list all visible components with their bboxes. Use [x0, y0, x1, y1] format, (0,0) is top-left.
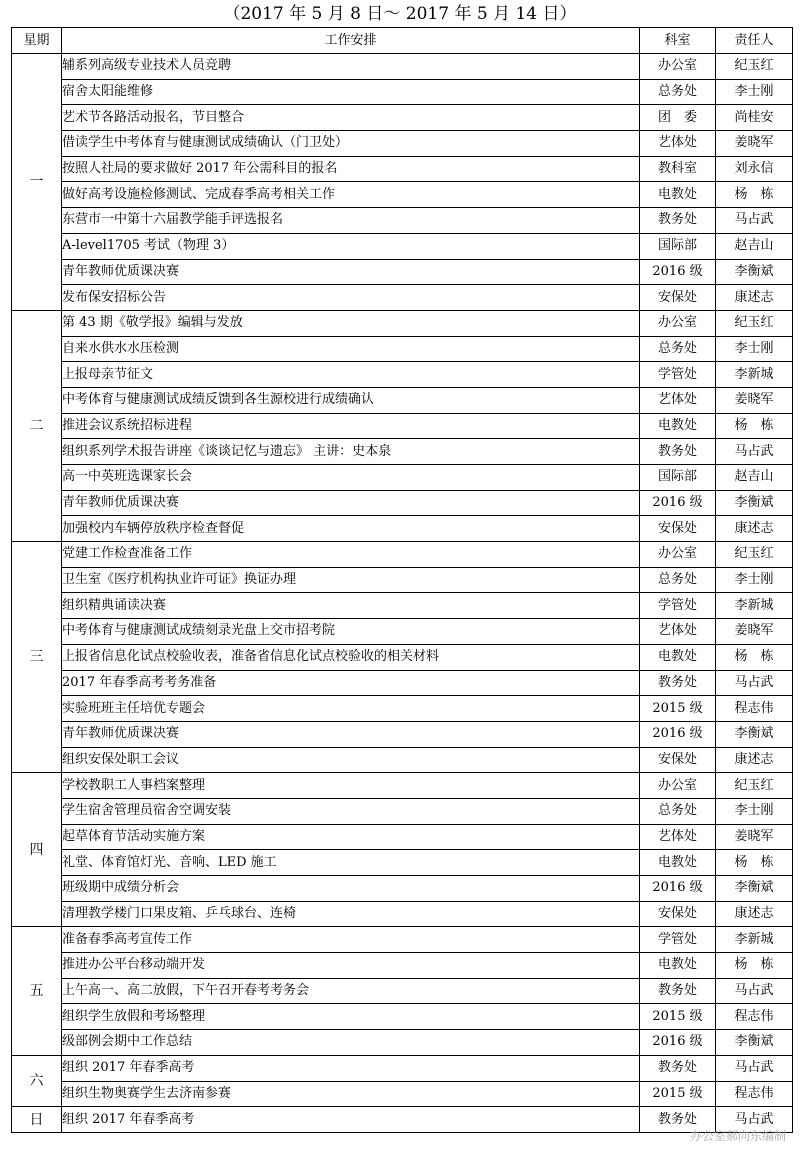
header-day: 星期: [12, 28, 62, 54]
person-cell: 纪玉红: [716, 310, 793, 336]
table-row: [12, 747, 793, 773]
task-cell: 礼堂、体育馆灯光、音响、LED 施工: [62, 850, 640, 876]
task-cell: 中考体育与健康测试成绩刻录光盘上交市招考院: [62, 619, 640, 645]
person-cell: 马占武: [716, 1107, 793, 1133]
dept-cell: 安保处: [640, 516, 716, 542]
task-cell: 辅系列高级专业技术人员竞聘: [62, 54, 640, 80]
weekday-cell: 三: [12, 542, 62, 773]
dept-cell: 2016 级: [640, 1030, 716, 1056]
compiler-credit: 办公室郝向东编制: [689, 1129, 786, 1143]
task-cell: 加强校内车辆停放秩序检查督促: [62, 516, 640, 542]
task-cell: 东营市一中第十六届教学能手评选报名: [62, 208, 640, 234]
person-cell: 杨 栋: [716, 644, 793, 670]
task-cell: 第 43 期《敬学报》编辑与发放: [62, 310, 640, 336]
table-row: [12, 824, 793, 850]
person-cell: 尚桂安: [716, 105, 793, 131]
dept-cell: 2016 级: [640, 490, 716, 516]
dept-cell: 教务处: [640, 670, 716, 696]
table-row: [12, 413, 793, 439]
person-cell: 赵吉山: [716, 465, 793, 491]
table-row: [12, 901, 793, 927]
dept-cell: 国际部: [640, 465, 716, 491]
dept-cell: 电教处: [640, 182, 716, 208]
table-row: [12, 208, 793, 234]
task-cell: 班级期中成绩分析会: [62, 876, 640, 902]
person-cell: 程志伟: [716, 1004, 793, 1030]
person-cell: 姜晓军: [716, 824, 793, 850]
task-cell: 党建工作检查准备工作: [62, 542, 640, 568]
table-row: [12, 131, 793, 157]
table-row: [12, 670, 793, 696]
person-cell: 姜晓军: [716, 131, 793, 157]
person-cell: 康述志: [716, 901, 793, 927]
dept-cell: 电教处: [640, 953, 716, 979]
person-cell: 赵吉山: [716, 233, 793, 259]
task-cell: 学校教职工人事档案整理: [62, 773, 640, 799]
dept-cell: 办公室: [640, 310, 716, 336]
person-cell: 杨 栋: [716, 850, 793, 876]
dept-cell: 艺体处: [640, 131, 716, 157]
person-cell: 马占武: [716, 208, 793, 234]
dept-cell: 2015 级: [640, 1081, 716, 1107]
person-cell: 程志伟: [716, 1081, 793, 1107]
task-cell: 实验班班主任培优专题会: [62, 696, 640, 722]
table-row: [12, 490, 793, 516]
header-task: 工作安排: [62, 28, 640, 54]
person-cell: 姜晓军: [716, 387, 793, 413]
table-row: [12, 54, 793, 80]
task-cell: 组织 2017 年春季高考: [62, 1107, 640, 1133]
weekday-cell: 日: [12, 1107, 62, 1133]
table-row: [12, 619, 793, 645]
weekday-cell: 六: [12, 1055, 62, 1106]
dept-cell: 电教处: [640, 850, 716, 876]
person-cell: 程志伟: [716, 696, 793, 722]
table-row: [12, 773, 793, 799]
task-cell: 卫生室《医疗机构执业许可证》换证办理: [62, 567, 640, 593]
person-cell: 马占武: [716, 978, 793, 1004]
table-row: [12, 927, 793, 953]
dept-cell: 教科室: [640, 156, 716, 182]
dept-cell: 总务处: [640, 336, 716, 362]
table-row: [12, 182, 793, 208]
task-cell: 组织学生放假和考场整理: [62, 1004, 640, 1030]
dept-cell: 教务处: [640, 208, 716, 234]
person-cell: 姜晓军: [716, 619, 793, 645]
table-header-row: [12, 28, 793, 54]
table-row: [12, 798, 793, 824]
person-cell: 李士刚: [716, 567, 793, 593]
task-cell: 组织精典诵读决赛: [62, 593, 640, 619]
dept-cell: 教务处: [640, 1107, 716, 1133]
task-cell: 高一中英班选课家长会: [62, 465, 640, 491]
dept-cell: 艺体处: [640, 387, 716, 413]
header-person: 责任人: [716, 28, 793, 54]
dept-cell: 2015 级: [640, 696, 716, 722]
task-cell: 艺术节各路活动报名，节目整合: [62, 105, 640, 131]
person-cell: 纪玉红: [716, 542, 793, 568]
person-cell: 李新城: [716, 362, 793, 388]
person-cell: 李衡斌: [716, 490, 793, 516]
person-cell: 康述志: [716, 285, 793, 311]
dept-cell: 学管处: [640, 927, 716, 953]
dept-cell: 教务处: [640, 439, 716, 465]
table-row: [12, 1107, 793, 1133]
person-cell: 康述志: [716, 747, 793, 773]
table-row: [12, 696, 793, 722]
table-row: [12, 105, 793, 131]
person-cell: 马占武: [716, 670, 793, 696]
person-cell: 杨 栋: [716, 953, 793, 979]
weekly-schedule-table: [11, 27, 793, 1133]
task-cell: 2017 年春季高考考务准备: [62, 670, 640, 696]
dept-cell: 学管处: [640, 362, 716, 388]
dept-cell: 电教处: [640, 644, 716, 670]
table-row: [12, 79, 793, 105]
person-cell: 李新城: [716, 927, 793, 953]
task-cell: 上报省信息化试点校验收表，准备省信息化试点校验收的相关材料: [62, 644, 640, 670]
task-cell: 按照人社局的要求做好 2017 年公需科目的报名: [62, 156, 640, 182]
table-row: [12, 542, 793, 568]
table-row: [12, 953, 793, 979]
table-row: [12, 439, 793, 465]
dept-cell: 办公室: [640, 54, 716, 80]
person-cell: 刘永信: [716, 156, 793, 182]
person-cell: 杨 栋: [716, 413, 793, 439]
person-cell: 纪玉红: [716, 773, 793, 799]
person-cell: 李士刚: [716, 798, 793, 824]
table-row: [12, 233, 793, 259]
person-cell: 李士刚: [716, 336, 793, 362]
person-cell: 李衡斌: [716, 259, 793, 285]
table-row: [12, 465, 793, 491]
person-cell: 李衡斌: [716, 721, 793, 747]
table-row: [12, 1081, 793, 1107]
dept-cell: 办公室: [640, 773, 716, 799]
person-cell: 马占武: [716, 439, 793, 465]
table-row: [12, 156, 793, 182]
schedule-date-range: （2017 年 5 月 8 日～ 2017 年 5 月 14 日）: [223, 4, 577, 24]
table-row: [12, 876, 793, 902]
dept-cell: 学管处: [640, 593, 716, 619]
dept-cell: 办公室: [640, 542, 716, 568]
table-row: [12, 259, 793, 285]
dept-cell: 2016 级: [640, 876, 716, 902]
table-row: [12, 516, 793, 542]
table-row: [12, 336, 793, 362]
task-cell: 准备春季高考宣传工作: [62, 927, 640, 953]
task-cell: 青年教师优质课决赛: [62, 721, 640, 747]
person-cell: 纪玉红: [716, 54, 793, 80]
task-cell: 上午高一、高二放假，下午召开春考考务会: [62, 978, 640, 1004]
task-cell: 自来水供水水压检测: [62, 336, 640, 362]
weekday-cell: 五: [12, 927, 62, 1055]
table-row: [12, 285, 793, 311]
task-cell: 级部例会期中工作总结: [62, 1030, 640, 1056]
header-dept: 科室: [640, 28, 716, 54]
person-cell: 李新城: [716, 593, 793, 619]
table-row: [12, 362, 793, 388]
person-cell: 李衡斌: [716, 1030, 793, 1056]
dept-cell: 安保处: [640, 285, 716, 311]
task-cell: 中考体育与健康测试成绩反馈到各生源校进行成绩确认: [62, 387, 640, 413]
dept-cell: 2016 级: [640, 259, 716, 285]
task-cell: 青年教师优质课决赛: [62, 490, 640, 516]
task-cell: 上报母亲节征文: [62, 362, 640, 388]
table-row: [12, 567, 793, 593]
task-cell: A-level1705 考试（物理 3）: [62, 233, 640, 259]
dept-cell: 电教处: [640, 413, 716, 439]
dept-cell: 团 委: [640, 105, 716, 131]
person-cell: 马占武: [716, 1055, 793, 1081]
task-cell: 学生宿舍管理员宿舍空调安装: [62, 798, 640, 824]
person-cell: 李士刚: [716, 79, 793, 105]
table-row: [12, 1055, 793, 1081]
dept-cell: 总务处: [640, 79, 716, 105]
person-cell: 康述志: [716, 516, 793, 542]
table-row: [12, 310, 793, 336]
table-row: [12, 593, 793, 619]
task-cell: 组织 2017 年春季高考: [62, 1055, 640, 1081]
weekday-cell: 四: [12, 773, 62, 927]
table-row: [12, 721, 793, 747]
dept-cell: 总务处: [640, 798, 716, 824]
dept-cell: 教务处: [640, 1055, 716, 1081]
task-cell: 组织系列学术报告讲座《谈谈记忆与遗忘》 主讲：史本泉: [62, 439, 640, 465]
task-cell: 组织生物奥赛学生去济南参赛: [62, 1081, 640, 1107]
weekday-cell: 一: [12, 54, 62, 311]
task-cell: 发布保安招标公告: [62, 285, 640, 311]
task-cell: 宿舍太阳能维修: [62, 79, 640, 105]
dept-cell: 艺体处: [640, 824, 716, 850]
weekday-cell: 二: [12, 310, 62, 541]
person-cell: 李衡斌: [716, 876, 793, 902]
dept-cell: 安保处: [640, 747, 716, 773]
task-cell: 起草体育节活动实施方案: [62, 824, 640, 850]
task-cell: 清理教学楼门口果皮箱、乒乓球台、连椅: [62, 901, 640, 927]
table-row: [12, 978, 793, 1004]
dept-cell: 艺体处: [640, 619, 716, 645]
schedule-body: [12, 54, 793, 1133]
table-row: [12, 387, 793, 413]
person-cell: 杨 栋: [716, 182, 793, 208]
task-cell: 青年教师优质课决赛: [62, 259, 640, 285]
dept-cell: 安保处: [640, 901, 716, 927]
dept-cell: 教务处: [640, 978, 716, 1004]
task-cell: 做好高考设施检修测试、完成春季高考相关工作: [62, 182, 640, 208]
dept-cell: 2015 级: [640, 1004, 716, 1030]
task-cell: 推进办公平台移动端开发: [62, 953, 640, 979]
dept-cell: 总务处: [640, 567, 716, 593]
table-row: [12, 850, 793, 876]
task-cell: 组织安保处职工会议: [62, 747, 640, 773]
table-row: [12, 1030, 793, 1056]
task-cell: 借读学生中考体育与健康测试成绩确认（门卫处）: [62, 131, 640, 157]
dept-cell: 2016 级: [640, 721, 716, 747]
task-cell: 推进会议系统招标进程: [62, 413, 640, 439]
dept-cell: 国际部: [640, 233, 716, 259]
table-row: [12, 644, 793, 670]
table-row: [12, 1004, 793, 1030]
